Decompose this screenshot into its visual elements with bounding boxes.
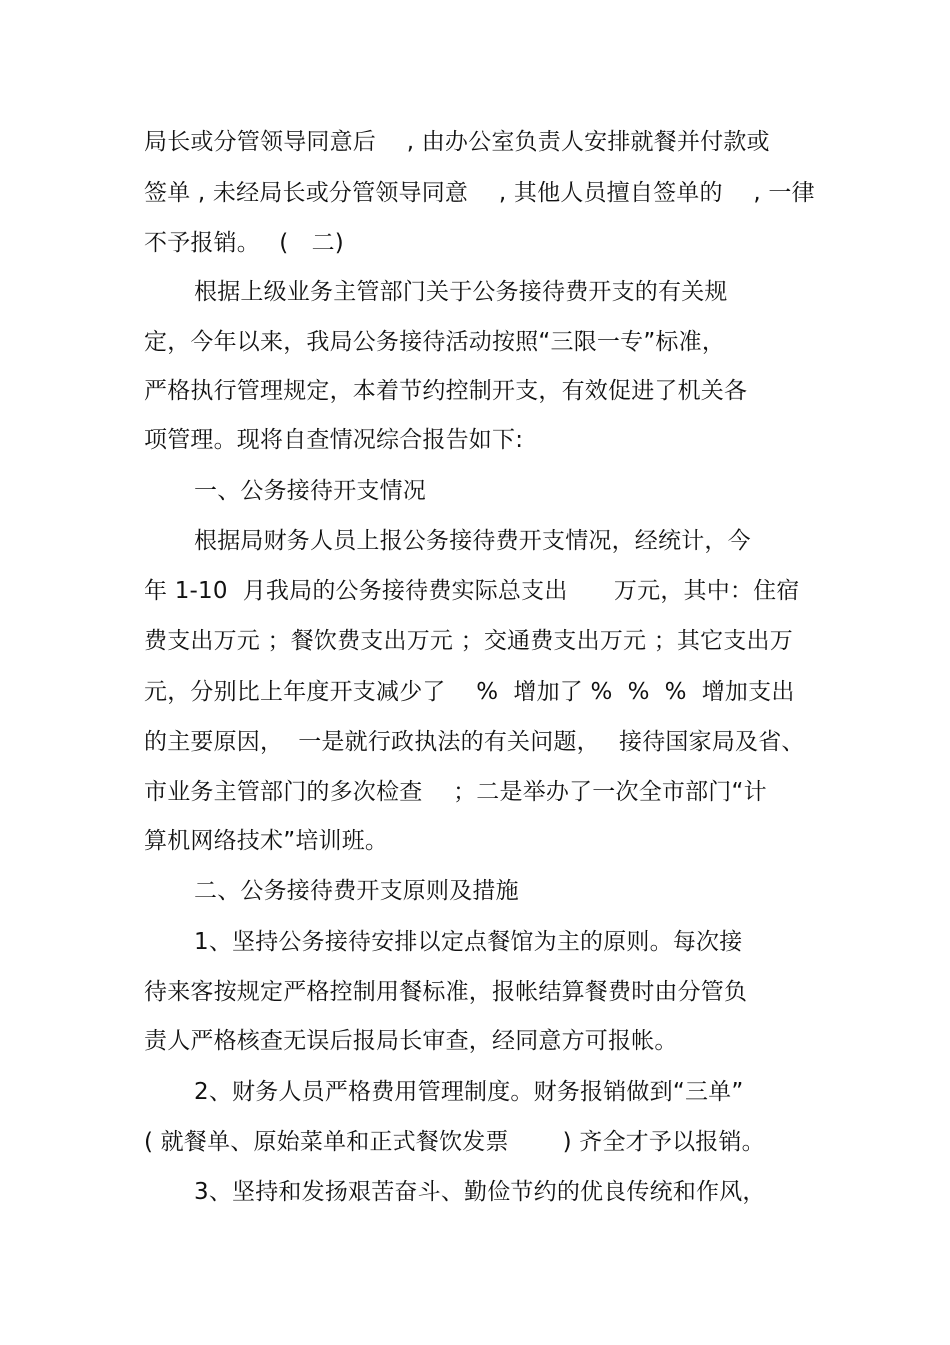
section-heading: 二、公务接待费开支原则及措施	[194, 878, 519, 904]
text-line: 3、坚持和发扬艰苦奋斗、勤俭节约的优良传统和作风，	[194, 1179, 766, 1205]
text-line: 定，今年以来，我局公务接待活动按照“三限一专”标准，	[144, 329, 726, 355]
text-line: 责人严格核查无误后报局长审查，经同意方可报帐。	[144, 1028, 678, 1054]
text-line: 费支出万元 ；餐饮费支出万元 ；交通费支出万元 ；其它支出万	[144, 628, 793, 654]
text-line: 待来客按规定严格控制用餐标准，报帐结算餐费时由分管负	[144, 979, 748, 1005]
text-line: 签单 , 未经局长或分管领导同意 , 其他人员擅自签单的 , 一律	[144, 180, 815, 206]
text-line: 1、坚持公务接待安排以定点餐馆为主的原则。每次接	[194, 929, 743, 955]
text-line: 根据上级业务主管部门关于公务接待费开支的有关规	[194, 279, 728, 305]
section-heading: 一、公务接待开支情况	[194, 478, 426, 504]
text-line: 2、财务人员严格费用管理制度。财务报销做到“三单”	[194, 1079, 744, 1105]
text-line: 算机网络技术”培训班。	[144, 828, 389, 854]
text-line: ( 就餐单、原始菜单和正式餐饮发票 ) 齐全才予以报销。	[144, 1129, 765, 1155]
text-line: 严格执行管理规定，本着节约控制开支，有效促进了机关各	[144, 378, 748, 404]
text-line: 项管理。现将自查情况综合报告如下:	[144, 427, 524, 453]
text-line: 局长或分管领导同意后 , 由办公室负责人安排就餐并付款或	[144, 129, 770, 155]
text-line: 的主要原因， 一是就行政执法的有关问题， 接待国家局及省、	[144, 729, 805, 755]
text-line: 元，分别比上年度开支减少了 % 增加了 % % % 增加支出	[144, 679, 795, 705]
text-line: 市业务主管部门的多次检查 ；二是举办了一次全市部门“计	[144, 779, 767, 805]
text-line: 年 1-10 月我局的公务接待费实际总支出 万元，其中：住宿	[144, 578, 800, 604]
text-line: 根据局财务人员上报公务接待费开支情况，经统计，今	[194, 528, 751, 554]
text-line: 不予报销。 ( 二)	[144, 230, 344, 256]
